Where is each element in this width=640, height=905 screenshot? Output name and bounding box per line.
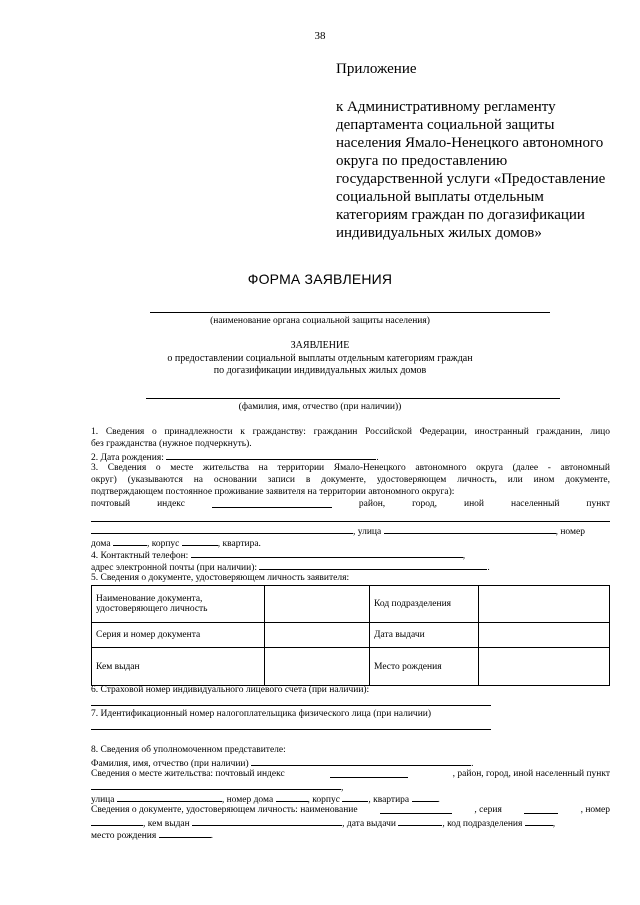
settlement-word: населенный (510, 499, 560, 509)
rep-birthplace-label: место рождения (91, 831, 157, 841)
section-3-line-3: подтверждающем постоянное проживание заявителя на территории автономного округа): (91, 487, 455, 497)
rep-number-label: , номер (580, 805, 610, 815)
unit-code-label: Код подразделения (370, 586, 479, 623)
birth-date-label: 2. Дата рождения: (91, 453, 164, 463)
rep-fio-field[interactable] (251, 756, 471, 766)
street-label: , улица (353, 527, 382, 537)
snils-field[interactable] (91, 705, 491, 706)
rep-issued-field[interactable] (192, 816, 342, 826)
appendix-line: категориям граждан по догазификации (336, 207, 585, 223)
birth-date-field[interactable] (166, 450, 376, 460)
unit-code-cell[interactable] (479, 586, 610, 623)
rep-birthplace-field[interactable] (159, 828, 211, 838)
rep-doc-name-field[interactable] (380, 804, 452, 814)
email-row: адрес электронной почты (при наличии): . (91, 560, 610, 574)
rep-residence-row (91, 768, 610, 780)
email-field[interactable] (259, 560, 487, 570)
rep-building-label: , корпус (307, 795, 340, 805)
appendix-line: населения Ямало-Ненецкого автономного (336, 135, 604, 151)
phone-row: 4. Контактный телефон: , (91, 548, 610, 562)
rep-street-label: улица (91, 795, 115, 805)
settlement-field[interactable] (91, 521, 610, 522)
rep-series-label: , серия (474, 805, 502, 815)
building-label: , корпус (146, 539, 180, 549)
building-field[interactable] (182, 536, 218, 546)
rep-doc-row (91, 804, 610, 816)
appendix-line: департамента социальной защиты (336, 117, 555, 133)
statement-subtitle-1: о предоставлении социальной выплаты отдельным категориям граждан (167, 353, 473, 364)
phone-label: 4. Контактный телефон: (91, 551, 189, 561)
inn-field[interactable] (91, 729, 491, 730)
rep-apartment-label: , квартира (368, 795, 410, 805)
form-title: ФОРМА ЗАЯВЛЕНИЯ (247, 271, 393, 287)
appendix-line: социальной выплаты отдельным (336, 189, 544, 205)
section-3-line-1: 3. Сведения о месте жительства на территории Ямало-Ненецкого автономного округа (далее - автономный (91, 463, 610, 473)
appendix-line: индивидуальных жилых домов» (336, 225, 542, 241)
email-label: адрес электронной почты (при наличии): (91, 563, 258, 573)
point-word: пункт (586, 499, 610, 509)
postal-index-row (91, 498, 610, 510)
section-6: 6. Страховой номер индивидуального лицевого счета (при наличии): (91, 685, 370, 695)
issue-date-label: Дата выдачи (370, 623, 479, 648)
doc-name-label-line-1: Наименование документа, (96, 594, 203, 604)
appendix-line: к Административному регламенту (336, 99, 556, 115)
rep-residence-label: Сведения о месте жительства: почтовый индекс (91, 769, 285, 779)
rep-issue-date-field[interactable] (398, 816, 442, 826)
rep-fio-label: Фамилия, имя, отчество (при наличии) (91, 759, 249, 769)
section-3-line-2: округ) (указываются на основании записи в документе, удостоверяющем личность, или ином документе, (91, 475, 610, 485)
series-number-label: Серия и номер документа (92, 623, 265, 648)
section-5: 5. Сведения о документе, удостоверяющем личность заявителя: (91, 573, 350, 583)
section-1-line-1: 1. Сведения о принадлежности к гражданству: гражданин Российской Федерации, иностранный гражданин, лицо (91, 427, 610, 437)
rep-street-row: улица , номер дома , корпус , квартира . (91, 792, 610, 806)
number-label: , номер (555, 527, 585, 537)
street-field[interactable] (384, 524, 556, 534)
birth-place-label: Место рождения (370, 648, 479, 686)
identity-document-table (91, 585, 610, 686)
series-number-cell[interactable] (265, 623, 370, 648)
issued-by-label: Кем выдан (92, 648, 265, 686)
issued-by-cell[interactable] (265, 648, 370, 686)
appendix-line: государственной услуги «Предоставление (336, 171, 606, 187)
rep-house-label: , номер дома (221, 795, 274, 805)
district-word: район, (358, 499, 386, 509)
rep-residence-end: , район, город, иной населенный пункт (452, 769, 610, 779)
rep-series-field[interactable] (524, 804, 558, 814)
page-number: 38 (314, 30, 326, 42)
rep-number-field[interactable] (91, 816, 143, 826)
appendix-line: округа по предоставлению (336, 153, 508, 169)
org-name-field[interactable] (150, 312, 550, 313)
section-2: 2. Дата рождения: . (91, 450, 610, 464)
rep-settlement-field[interactable] (91, 780, 341, 790)
appendix-text (336, 98, 626, 242)
rep-settlement-row: , (91, 780, 610, 794)
phone-field[interactable] (191, 548, 463, 558)
section-1-line-2: без гражданства (нужное подчеркнуть). (91, 439, 252, 449)
doc-name-label-line-2: удостоверяющего личность (96, 604, 208, 614)
appendix-title: Приложение (336, 61, 417, 77)
other-word: иной (463, 499, 484, 509)
fio-caption: (фамилия, имя, отчество (при наличии)) (238, 402, 402, 412)
issue-date-cell[interactable] (479, 623, 610, 648)
org-caption: (наименование органа социальной защиты населения) (210, 316, 430, 326)
doc-name-label (92, 586, 265, 623)
rep-doc-label: Сведения о документе, удостоверяющем личность: наименование (91, 805, 358, 815)
section-8: 8. Сведения об уполномоченном представителе: (91, 745, 286, 755)
rep-unit-code-field[interactable] (525, 816, 553, 826)
rep-house-field[interactable] (276, 792, 308, 802)
rep-unit-code-label: , код подразделения (442, 819, 523, 829)
postal-word: почтовый (91, 499, 131, 509)
birth-place-cell[interactable] (479, 648, 610, 686)
rep-birthplace-row: место рождения . (91, 828, 610, 842)
statement-subtitle-2: по догазификации индивидуальных жилых домов (213, 365, 427, 376)
city-word: город, (412, 499, 437, 509)
section-7: 7. Идентификационный номер налогоплательщика физического лица (при наличии) (91, 709, 432, 719)
postal-index-field[interactable] (212, 498, 332, 508)
index-word: индекс (157, 499, 185, 509)
statement-title: ЗАЯВЛЕНИЕ (290, 340, 350, 351)
rep-issued-label: , кем выдан (143, 819, 190, 829)
rep-issue-date-label: , дата выдачи (342, 819, 396, 829)
doc-name-cell[interactable] (265, 586, 370, 623)
rep-street-field[interactable] (117, 792, 222, 802)
house-label: дома (91, 539, 111, 549)
rep-fio-row: Фамилия, имя, отчество (при наличии) . (91, 756, 610, 770)
street-prefix-field[interactable] (91, 524, 353, 534)
rep-postal-index-field[interactable] (330, 768, 408, 778)
rep-apartment-field[interactable] (412, 792, 438, 802)
apartment-label: , квартира. (217, 539, 261, 549)
house-field[interactable] (113, 536, 147, 546)
rep-issued-row: , кем выдан , дата выдачи , код подразделения , (91, 816, 610, 830)
applicant-fio-field[interactable] (146, 398, 560, 399)
rep-building-field[interactable] (342, 792, 368, 802)
